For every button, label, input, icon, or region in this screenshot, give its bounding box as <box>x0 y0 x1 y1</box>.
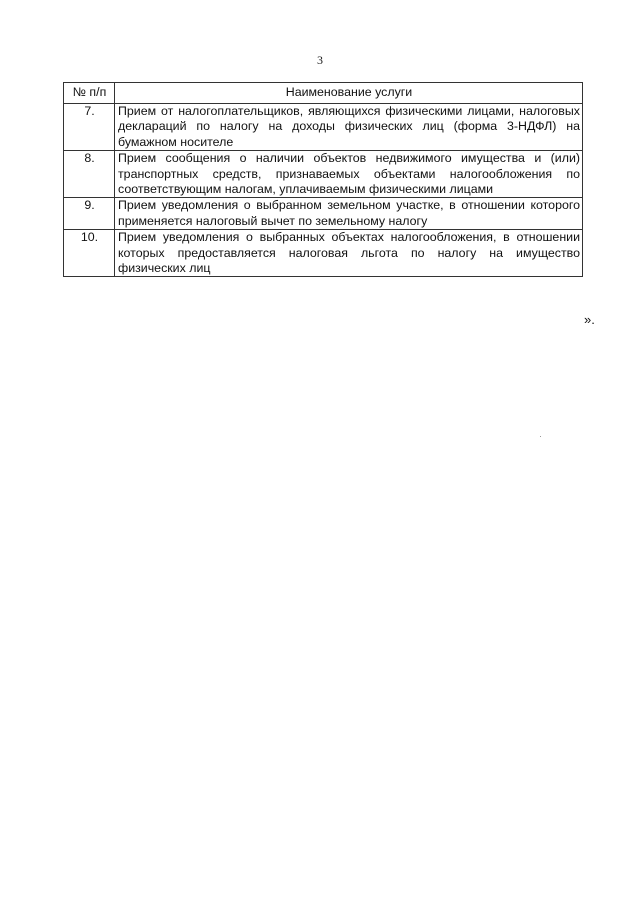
page-number: 3 <box>317 53 323 67</box>
service-name: Прием сообщения о наличии объектов недвижимого имущества и (или) транспортных средств, признаваемых объектами налогообложения по соответствующим налогам, уплачиваемым физическими лицами <box>115 151 583 198</box>
closing-quote: ». <box>584 312 595 327</box>
services-table <box>63 82 583 277</box>
service-name: Прием уведомления о выбранных объектах налогообложения, в отношении которых предоставляется налоговая льгота по налогу на имущество физических лиц <box>115 230 583 277</box>
table-row <box>64 198 583 230</box>
row-number: 7. <box>64 104 115 151</box>
header-number: № п/п <box>64 83 115 104</box>
row-number: 9. <box>64 198 115 230</box>
table-row <box>64 104 583 151</box>
service-name: Прием от налогоплательщиков, являющихся физическими лицами, налоговых деклараций по налогу на доходы физических лиц (форма 3-НДФЛ) на бумажном носителе <box>115 104 583 151</box>
table-row <box>64 151 583 198</box>
scan-speck <box>540 436 541 437</box>
row-number: 8. <box>64 151 115 198</box>
table-row <box>64 230 583 277</box>
service-name: Прием уведомления о выбранном земельном участке, в отношении которого применяется налоговый вычет по земельному налогу <box>115 198 583 230</box>
table-header-row <box>64 83 583 104</box>
row-number: 10. <box>64 230 115 277</box>
header-service-name: Наименование услуги <box>115 83 583 104</box>
